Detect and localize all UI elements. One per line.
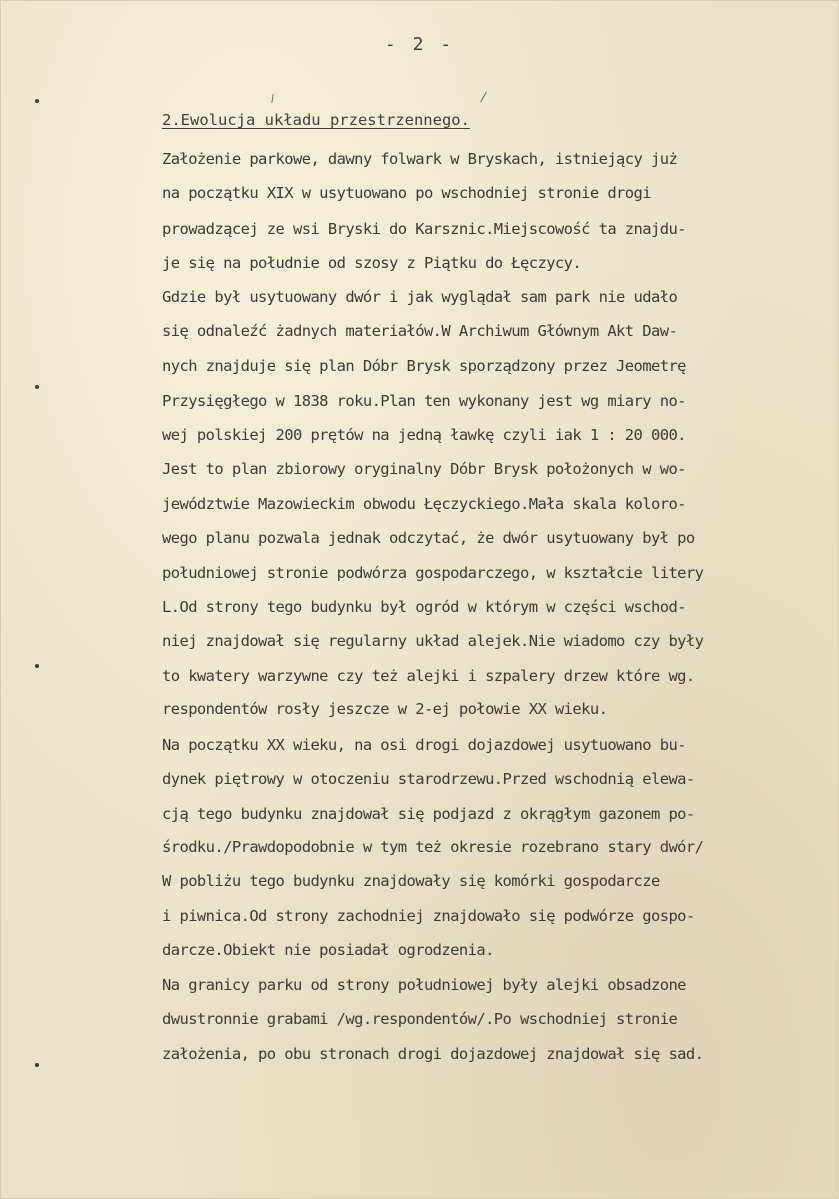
text-line: niej znajdował się regularny układ alejek.Nie wiadomo czy były xyxy=(162,632,704,650)
text-line: Na granicy parku od strony południowej były alejki obsadzone xyxy=(162,976,686,994)
text-line: to kwatery warzywne czy też alejki i szpalery drzew które wg. xyxy=(162,667,695,685)
text-line: wej polskiej 200 prętów na jedną ławkę czyli iak 1 : 20 000. xyxy=(162,426,686,444)
text-line: L.Od strony tego budynku był ogród w którym w części wschod- xyxy=(162,598,686,616)
text-line: i piwnica.Od strony zachodniej znajdowało się podwórze gospo- xyxy=(162,907,695,925)
text-line: respondentów rosły jeszcze w 2-ej połowie XX wieku. xyxy=(162,700,608,718)
text-line: Przysięgłego w 1838 roku.Plan ten wykonany jest wg miary no- xyxy=(162,392,686,410)
text-line: dynek piętrowy w otoczeniu starodrzewu.Przed wschodnią elewa- xyxy=(162,770,695,788)
text-line: nych znajduje się plan Dóbr Brysk sporządzony przez Jeometrę xyxy=(162,357,686,375)
punch-hole xyxy=(35,385,39,389)
text-line: darcze.Obiekt nie posiadał ogrodzenia. xyxy=(162,941,494,959)
page-number: - 2 - xyxy=(384,34,455,55)
punch-hole xyxy=(35,99,39,103)
text-line: W pobliżu tego budynku znajdowały się komórki gospodarcze xyxy=(162,872,660,890)
text-line: się odnaleźć żadnych materiałów.W Archiwum Głównym Akt Daw- xyxy=(162,322,678,340)
text-line: je się na południe od szosy z Piątku do Łęczycy. xyxy=(162,254,582,272)
text-line: Na początku XX wieku, na osi drogi dojazdowej usytuowano bu- xyxy=(162,736,686,754)
text-line: prowadzącej ze wsi Bryski do Karsznic.Miejscowość ta znajdu- xyxy=(162,220,686,238)
text-line: środku./Prawdopodobnie w tym też okresie rozebrano stary dwór/ xyxy=(162,838,704,856)
text-line: dwustronnie grabami /wg.respondentów/.Po wschodniej stronie xyxy=(162,1010,678,1028)
text-line: jewództwie Mazowieckim obwodu Łęczyckiego.Mała skala koloro- xyxy=(162,495,686,513)
section-heading: 2.Ewolucja układu przestrzennego. xyxy=(162,111,470,129)
punch-hole xyxy=(35,664,39,668)
pencil-mark xyxy=(271,94,273,103)
text-line: cją tego budynku znajdował się podjazd z okrągłym gazonem po- xyxy=(162,805,695,823)
text-line: wego planu pozwala jednak odczytać, że dwór usytuowany był po xyxy=(162,529,695,547)
text-line: Założenie parkowe, dawny folwark w Bryskach, istniejący już xyxy=(162,150,678,168)
text-line: Jest to plan zbiorowy oryginalny Dóbr Brysk położonych w wo- xyxy=(162,460,686,478)
punch-hole xyxy=(35,1063,39,1067)
text-line: Gdzie był usytuowany dwór i jak wyglądał sam park nie udało xyxy=(162,288,678,306)
text-line: na początku XIX w usytuowano po wschodniej stronie drogi xyxy=(162,184,651,202)
text-line: założenia, po obu stronach drogi dojazdowej znajdował się sad. xyxy=(162,1045,704,1063)
pencil-mark xyxy=(480,92,487,103)
text-line: południowej stronie podwórza gospodarczego, w kształcie litery xyxy=(162,564,704,582)
